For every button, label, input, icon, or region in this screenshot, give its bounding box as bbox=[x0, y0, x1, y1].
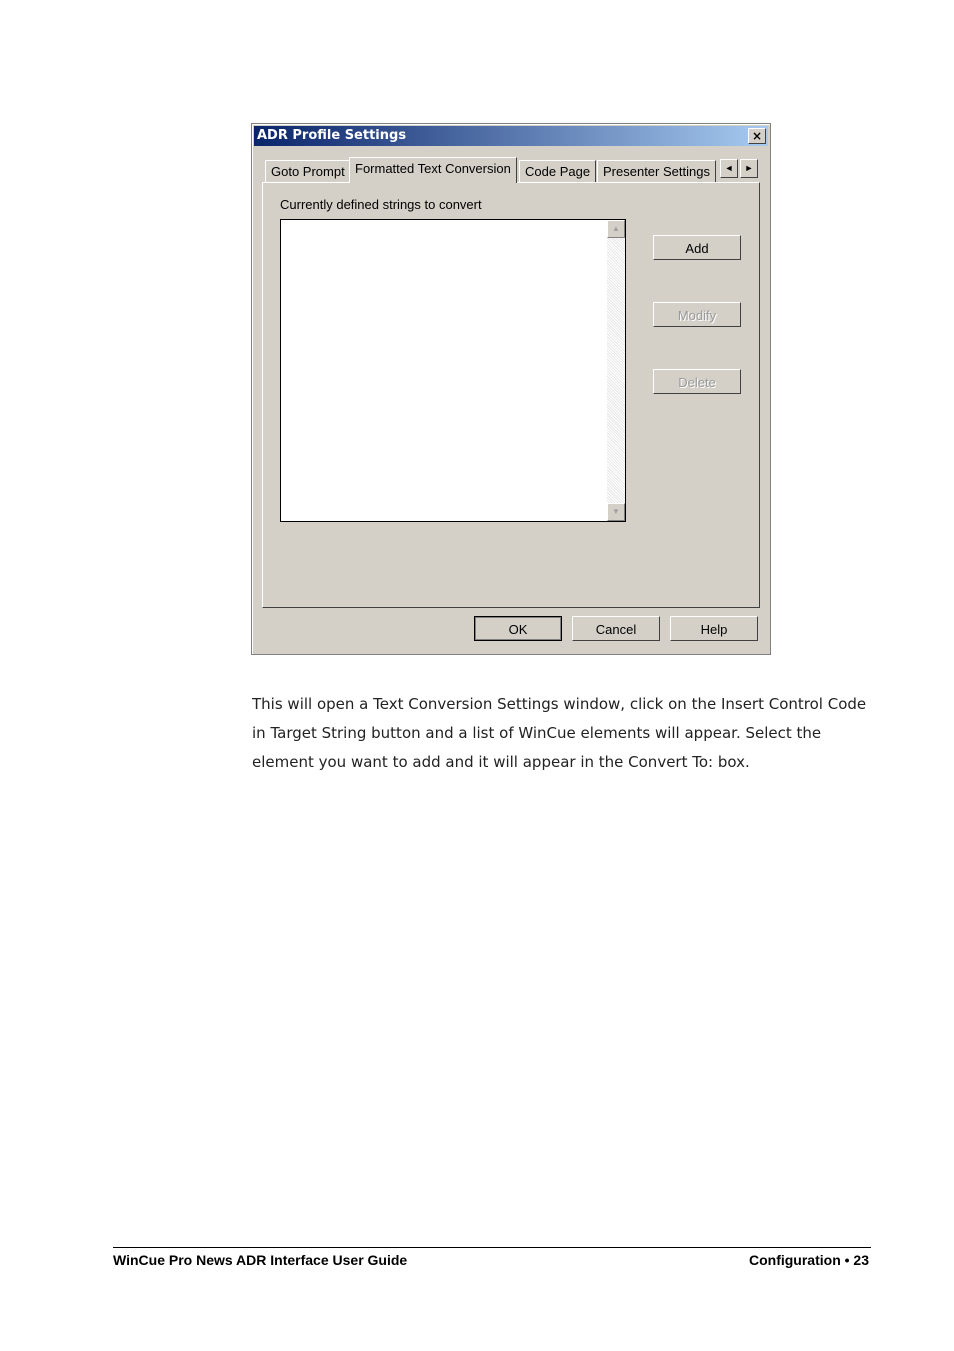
footer-title: WinCue Pro News ADR Interface User Guide bbox=[113, 1252, 408, 1268]
tab-formatted-text-conversion[interactable]: Formatted Text Conversion bbox=[349, 157, 517, 183]
strings-list[interactable] bbox=[280, 219, 626, 522]
body-paragraph: This will open a Text Conversion Settings window, click on the Insert Control Code in Target String button and a list of WinCue elements will appear. Select the element you want to add and it will appear in the Convert To: box. bbox=[252, 695, 867, 771]
tab-code-page[interactable]: Code Page bbox=[519, 160, 596, 182]
close-icon[interactable]: × bbox=[748, 128, 766, 144]
adr-profile-settings-dialog bbox=[251, 123, 771, 655]
dialog-title: ADR Profile Settings bbox=[257, 128, 407, 143]
list-label: Currently defined strings to convert bbox=[280, 197, 482, 212]
scroll-up-icon[interactable]: ▲ bbox=[607, 220, 625, 238]
title-bar bbox=[254, 126, 768, 146]
tab-goto-prompt[interactable]: Goto Prompt bbox=[265, 160, 351, 182]
tab-scroll-right-icon[interactable]: ► bbox=[740, 159, 758, 178]
scroll-down-icon[interactable]: ▼ bbox=[607, 503, 625, 521]
delete-button[interactable]: Delete bbox=[653, 369, 741, 394]
scrollbar[interactable] bbox=[607, 220, 625, 521]
cancel-button[interactable]: Cancel bbox=[572, 616, 660, 641]
ok-button[interactable]: OK bbox=[474, 616, 562, 641]
modify-button[interactable]: Modify bbox=[653, 302, 741, 327]
tab-scroll-left-icon[interactable]: ◄ bbox=[720, 159, 738, 178]
help-button[interactable]: Help bbox=[670, 616, 758, 641]
add-button[interactable]: Add bbox=[653, 235, 741, 260]
tab-presenter-settings[interactable]: Presenter Settings bbox=[597, 160, 716, 182]
footer-page: Configuration • 23 bbox=[748, 1252, 869, 1268]
page-footer bbox=[113, 1247, 871, 1268]
